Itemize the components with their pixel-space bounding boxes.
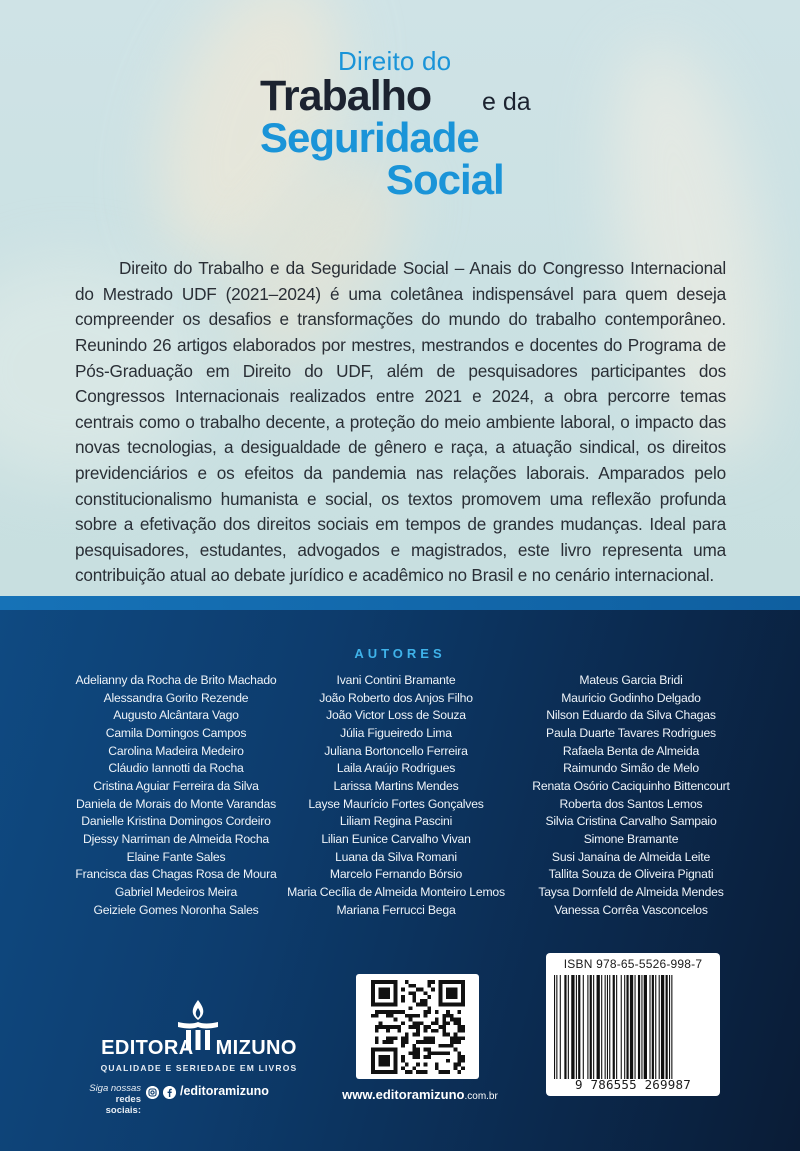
book-description: Direito do Trabalho e da Seguridade Social – Anais do Congresso Internacional do Mestrado UDF (2021–2024) é uma coletânea indispensável para quem deseja compreender os desafios e transformações do mundo do trabalho contemporâneo. Reunindo 26 artigos elaborados por mestres, mestrandos e docentes do Programa de Pós-Graduação em Direito do UDF, além de pesquisadores participantes dos Congressos Internacionais realizados entre 2021 e 2024, a obra percorre temas centrais como o trabalho decente, a proteção do meio ambiente laboral, o impacto das novas tecnologias, a desigualdade de gênero e raça, a atuação sindical, os direitos previdenciários e os efeitos da pandemia nas relações laborais. Amparados pelo constitucionalismo humanista e social, os textos promovem uma reflexão profunda sobre a efetivação dos direitos sociais em tempos de grandes mudanças. Ideal para pesquisadores, estudantes, advogados e magistrados, este livro representa uma contribuição atual ao debate jurídico e acadêmico no Brasil e no cenário internacional. bbox=[75, 258, 726, 586]
author-name: Cláudio Iannotti da Rocha bbox=[108, 761, 244, 776]
author-name: Susi Janaína de Almeida Leite bbox=[551, 849, 711, 864]
author-name: Marcelo Fernando Bórsio bbox=[329, 867, 463, 882]
title-line-2: Trabalho bbox=[260, 72, 432, 120]
instagram-icon[interactable] bbox=[146, 1086, 159, 1099]
author-name: Layse Maurício Fortes Gonçalves bbox=[308, 796, 484, 811]
author-name: Júlia Figueiredo Lima bbox=[340, 725, 452, 740]
facebook-icon[interactable] bbox=[163, 1086, 176, 1099]
author-name: Laila Araújo Rodrigues bbox=[336, 761, 456, 776]
author-name: Geiziele Gomes Noronha Sales bbox=[93, 902, 259, 917]
author-name: Mauricio Godinho Delgado bbox=[561, 690, 701, 705]
author-name: Daniela de Morais do Monte Varandas bbox=[75, 796, 277, 811]
author-name: Vanessa Corrêa Vasconcelos bbox=[554, 902, 708, 917]
author-name: Paula Duarte Tavares Rodrigues bbox=[546, 725, 716, 740]
author-name: Luana da Silva Romani bbox=[335, 849, 457, 864]
social-label: Siga nossas redes sociais: bbox=[89, 1083, 141, 1116]
authors-heading: AUTORES bbox=[354, 646, 446, 661]
author-name: Djessy Narriman de Almeida Rocha bbox=[83, 831, 269, 846]
author-name: Renata Osório Caciquinho Bittencourt bbox=[532, 778, 730, 793]
author-name: Maria Cecília de Almeida Monteiro Lemos bbox=[287, 884, 505, 899]
author-name: Danielle Kristina Domingos Cordeiro bbox=[81, 814, 271, 829]
title-line-4: Social bbox=[386, 156, 504, 203]
author-name: Lilian Eunice Carvalho Vivan bbox=[321, 831, 471, 846]
author-name: Simone Bramante bbox=[583, 831, 679, 846]
author-name: Liliam Regina Pascini bbox=[339, 814, 453, 829]
barcode-digits: 9 786555 269987 bbox=[575, 1077, 691, 1092]
author-name: Roberta dos Santos Lemos bbox=[559, 796, 703, 811]
isbn-label: ISBN 978-65-5526-998-7 bbox=[563, 957, 703, 971]
divider-stripe bbox=[0, 596, 800, 610]
website-url[interactable]: www.editoramizuno.com.br bbox=[342, 1087, 498, 1102]
author-name: Francisca das Chagas Rosa de Moura bbox=[75, 867, 277, 882]
title-line-2-small: e da bbox=[482, 88, 531, 116]
author-name: Gabriel Medeiros Meira bbox=[114, 884, 238, 899]
author-name: Taysa Dornfeld de Almeida Mendes bbox=[538, 884, 724, 899]
author-name: Tallita Souza de Oliveira Pignati bbox=[548, 867, 714, 882]
publisher-name: EDITORA MIZUNO bbox=[101, 1037, 297, 1059]
title-line-1: Direito do bbox=[338, 46, 452, 76]
author-name: Adelianny da Rocha de Brito Machado bbox=[75, 673, 277, 687]
author-name: Juliana Bortoncello Ferreira bbox=[324, 743, 468, 758]
author-name: Larissa Martins Mendes bbox=[333, 778, 459, 793]
author-name: Nilson Eduardo da Silva Chagas bbox=[546, 708, 716, 723]
author-name: Cristina Aguiar Ferreira da Silva bbox=[93, 778, 259, 793]
author-name: João Roberto dos Anjos Filho bbox=[319, 690, 473, 705]
author-name: Raimundo Simão de Melo bbox=[563, 761, 699, 776]
author-name: Elaine Fante Sales bbox=[126, 849, 226, 864]
qr-code-icon[interactable] bbox=[369, 980, 467, 1074]
author-name: João Victor Loss de Souza bbox=[326, 708, 466, 723]
title-line-3: Seguridade bbox=[260, 114, 479, 161]
author-name: Alessandra Gorito Rezende bbox=[103, 690, 249, 705]
author-name: Camila Domingos Campos bbox=[105, 725, 247, 740]
barcode-icon bbox=[552, 975, 714, 1079]
author-name: Rafaela Benta de Almeida bbox=[562, 743, 700, 758]
author-name: Augusto Alcântara Vago bbox=[113, 708, 239, 723]
author-name: Ivani Contini Bramante bbox=[336, 673, 456, 687]
social-handle[interactable]: /editoramizuno bbox=[180, 1084, 269, 1098]
authors-column-3 bbox=[510, 672, 752, 919]
publisher-tagline: QUALIDADE E SERIEDADE EM LIVROS bbox=[100, 1063, 298, 1073]
author-name: Mateus Garcia Bridi bbox=[579, 673, 683, 687]
authors-column-2 bbox=[280, 672, 512, 919]
authors-column-1 bbox=[60, 672, 292, 919]
author-name: Silvia Cristina Carvalho Sampaio bbox=[545, 814, 717, 829]
author-name: Mariana Ferrucci Bega bbox=[336, 902, 456, 917]
author-name: Carolina Madeira Medeiro bbox=[108, 743, 244, 758]
